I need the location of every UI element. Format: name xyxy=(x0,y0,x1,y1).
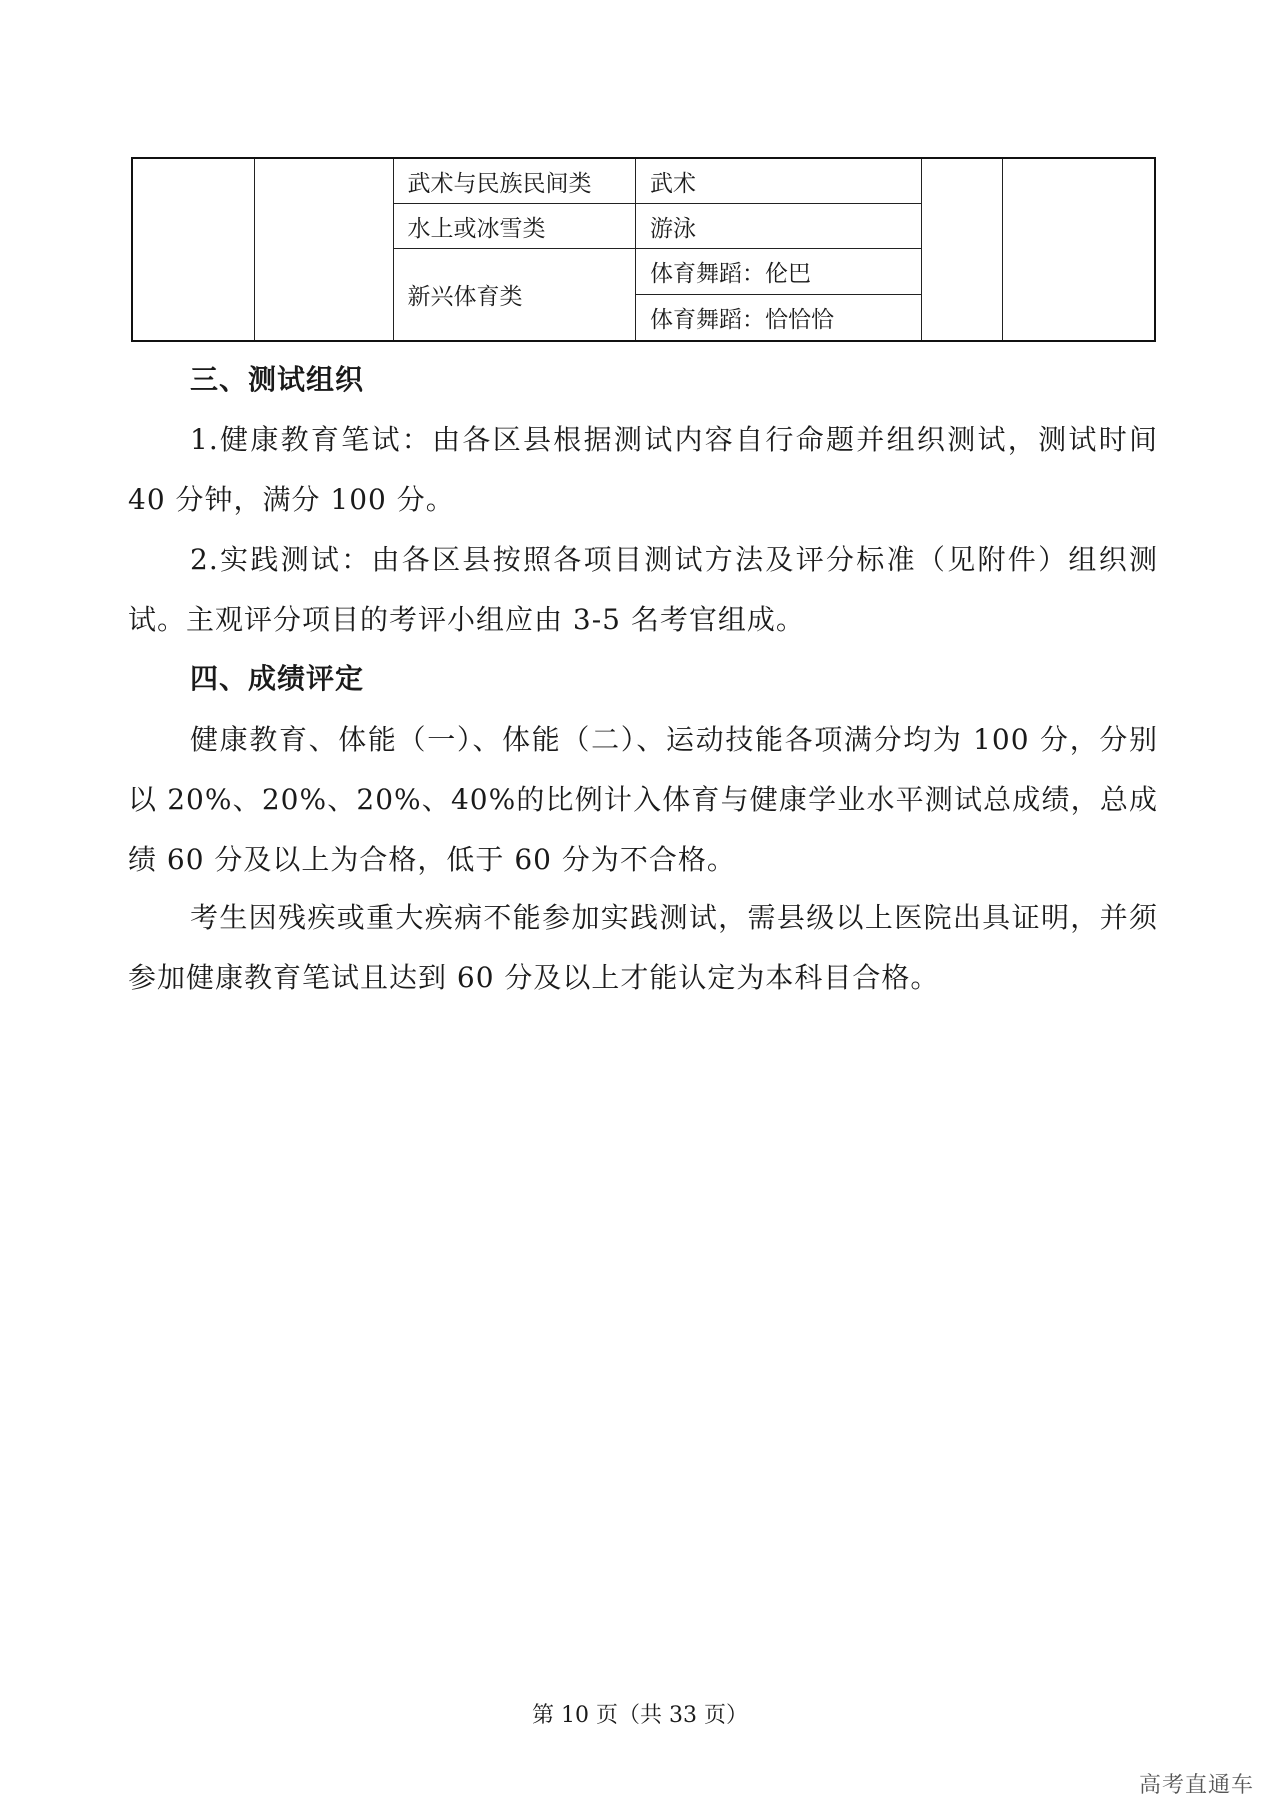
sports-items-table xyxy=(131,157,1156,342)
item-cell: 体育舞蹈：伦巴 xyxy=(635,249,921,295)
paragraph-exemption: 考生因残疾或重大疾病不能参加实践测试，需县级以上医院出具证明，并须参加健康教育笔试且达到 60 分及以上才能认定为本科目合格。 xyxy=(128,901,1158,994)
paragraph-score-weights: 健康教育、体能（一）、体能（二）、运动技能各项满分均为 100 分，分别以 20%、20%、20%、40%的比例计入体育与健康学业水平测试总成绩，总成绩 60 分及以上为合格，低于 60 分为不合格。 xyxy=(128,723,1158,876)
section-heading-test-organization: 三、测试组织 xyxy=(190,363,365,396)
paragraph-written-test: 1.健康教育笔试：由各区县根据测试内容自行命题并组织测试，测试时间 40 分钟，满分 100 分。 xyxy=(128,423,1158,516)
category-cell: 新兴体育类 xyxy=(393,249,635,342)
table-cell-empty xyxy=(921,158,1002,341)
watermark-text: 高考直通车 xyxy=(1138,1773,1254,1798)
category-cell: 水上或冰雪类 xyxy=(393,204,635,249)
table-cell-empty xyxy=(1002,158,1155,341)
page-number: 第 10 页（共 33 页） xyxy=(532,1703,748,1728)
item-cell: 体育舞蹈：恰恰恰 xyxy=(635,295,921,342)
table-cell-empty xyxy=(132,158,254,341)
paragraph-practical-test: 2.实践测试：由各区县按照各项目测试方法及评分标准（见附件）组织测试。主观评分项目的考评小组应由 3-5 名考官组成。 xyxy=(128,543,1158,636)
category-cell: 武术与民族民间类 xyxy=(393,158,635,204)
table-row xyxy=(132,158,1155,204)
item-cell: 武术 xyxy=(635,158,921,204)
table-cell-empty xyxy=(254,158,393,341)
section-heading-score-evaluation: 四、成绩评定 xyxy=(190,662,365,695)
item-cell: 游泳 xyxy=(635,204,921,249)
